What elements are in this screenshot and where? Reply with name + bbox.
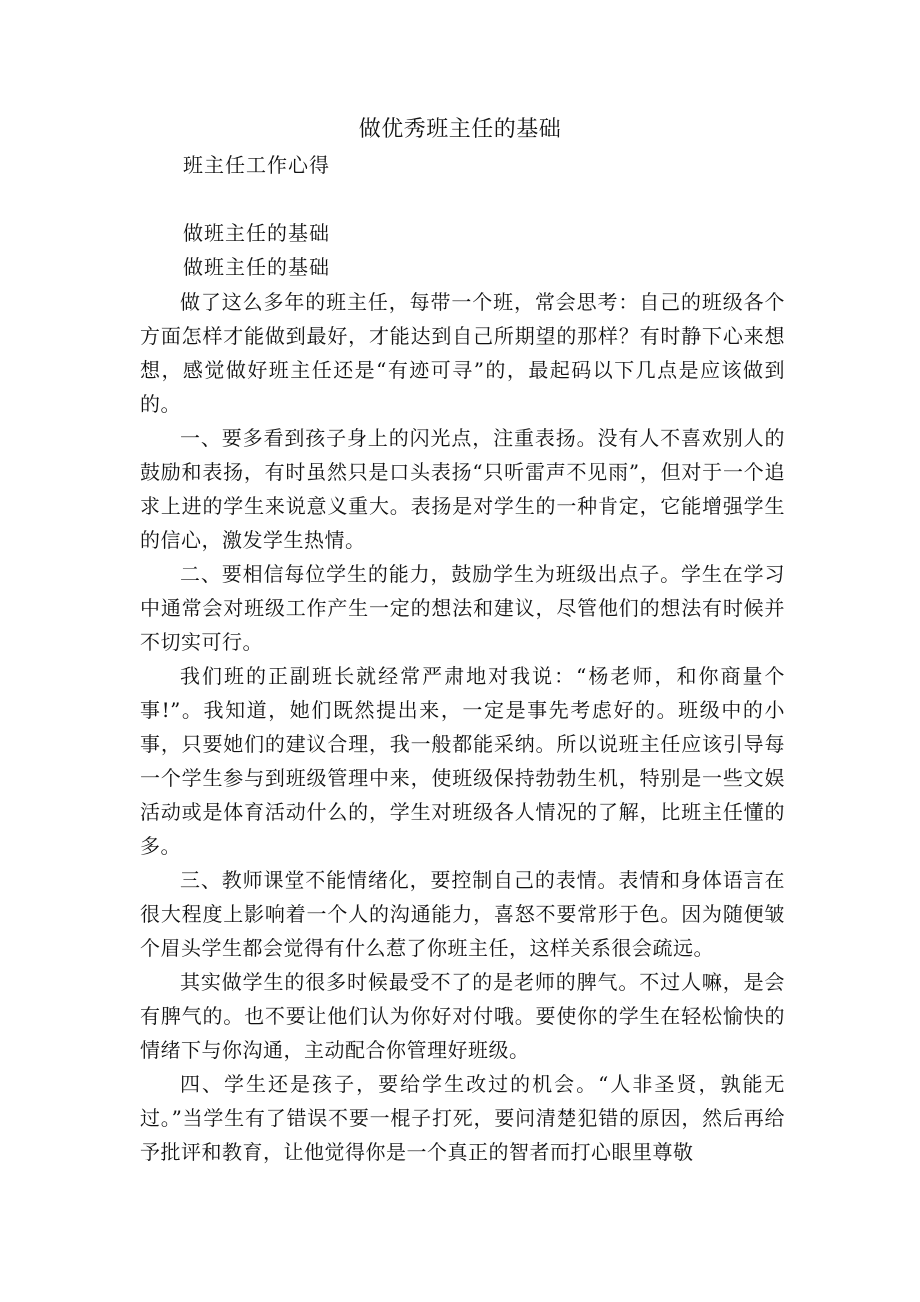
paragraph-example: 我们班的正副班长就经常严肃地对我说：“杨老师，和你商量个事!”。我知道，她们既然提出来，一定是事先考虑好的。班级中的小事，只要她们的建议合理，我一般都能采纳。所以说班主任应该引导每一个学生参与到班级管理中来，使班级保持勃勃生机，特别是一些文娱活动或是体育活动什么的，学生对班级各人情况的了解，比班主任懂的多。 xyxy=(140,664,785,858)
paragraph-point-1: 一、要多看到孩子身上的闪光点，注重表扬。没有人不喜欢别人的鼓励和表扬，有时虽然只是口头表扬“只听雷声不见雨”，但对于一个追求上进的学生来说意义重大。表扬是对学生的一种肯定，它能增强学生的信心，激发学生热情。 xyxy=(140,426,785,552)
section-heading-repeat: 做班主任的基础 xyxy=(183,255,330,279)
paragraph-point-2: 二、要相信每位学生的能力，鼓励学生为班级出点子。学生在学习中通常会对班级工作产生一定的想法和建议，尽管他们的想法有时候并不切实可行。 xyxy=(140,562,785,654)
paragraph-point-4: 四、学生还是孩子，要给学生改过的机会。“人非圣贤，孰能无过。”当学生有了错误不要一棍子打死，要问清楚犯错的原因，然后再给予批评和教育，让他觉得你是一个真正的智者而打心眼里尊敬 xyxy=(140,1072,785,1164)
paragraph-note: 其实做学生的很多时候最受不了的是老师的脾气。不过人嘛，是会有脾气的。也不要让他们认为你好对付哦。要使你的学生在轻松愉快的情绪下与你沟通，主动配合你管理好班级。 xyxy=(140,970,785,1062)
document-subtitle: 班主任工作心得 xyxy=(183,153,330,177)
document-body xyxy=(140,285,785,1169)
paragraph-intro: 做了这么多年的班主任，每带一个班，常会思考：自己的班级各个方面怎样才能做到最好，才能达到自己所期望的那样？有时静下心来想想，感觉做好班主任还是“有迹可寻”的，最起码以下几点是应该做到的。 xyxy=(140,290,785,416)
section-heading: 做班主任的基础 xyxy=(183,221,330,245)
paragraph-point-3: 三、教师课堂不能情绪化，要控制自己的表情。表情和身体语言在很大程度上影响着一个人的沟通能力，喜怒不要常形于色。因为随便皱个眉头学生都会觉得有什么惹了你班主任，这样关系很会疏远。 xyxy=(140,868,785,960)
document-title: 做优秀班主任的基础 xyxy=(358,117,562,142)
